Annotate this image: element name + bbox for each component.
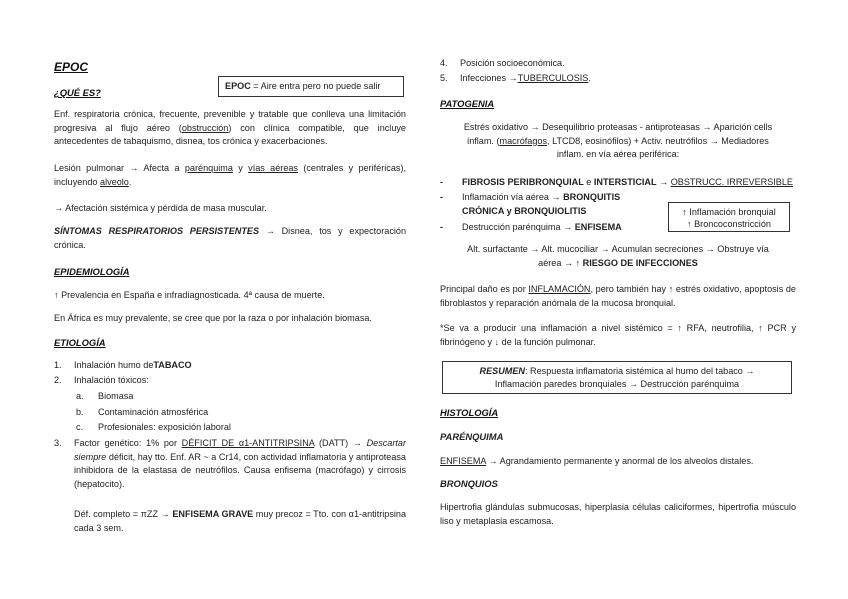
definition-text: = Aire entra pero no puede salir [250,81,381,91]
lesion-paragraph: Lesión pulmonar → Afecta a parénquima y vías aéreas (centrales y periféricas), incluyendo alveolo. [54,163,406,187]
page-title: EPOC [54,60,89,74]
que-es-heading: ¿QUÉ ES? [54,87,101,98]
definition-box [218,76,404,97]
bronchitis-effects-box: ↑ Inflamación bronquial ↑ Broncoconstricción [668,202,790,232]
etio-sub-a: a. Biomasa [76,391,134,401]
patogenia-bullet-1: - FIBROSIS PERIBRONQUIAL e INTERSTICIAL → OBSTRUCC. IRREVERSIBLE [440,177,793,187]
bronquios-text: Hipertrofia glándulas submucosas, hiperplasia células caliciformes, hipertrofia músculo liso y metaplasia escamosa. [440,502,796,526]
etio-item-4: 4. Posición socioeconómica. [440,58,565,68]
epi-africa: En África es muy prevalente, se cree que por la raza o por inhalación biomasa. [54,313,372,323]
definition-term: EPOC [225,81,251,91]
patogenia-bullet-2: - Inflamación vía aérea → BRONQUITIS CRÓNICA y BRONQUIOLITIS [440,192,621,216]
histologia-heading: HISTOLOGÍA [440,407,499,418]
patogenia-bullet-3: - Destrucción parénquima → ENFISEMA [440,222,622,232]
etiologia-heading: ETIOLOGÍA [54,337,106,348]
epidemiologia-heading: EPIDEMIOLOGÍA [54,266,130,277]
etio-sub-b: b. Contaminación atmosférica [76,407,209,417]
systemic-note: *Se va a producir una inflamación a nivel sistémico = ↑ RFA, neutrofilia, ↑ PCR y fibrinógeno y ↓ de la función pulmonar. [440,323,796,347]
etio-item-5: 5. Infecciones → TUBERCULOSIS . [440,73,591,83]
principal-damage-paragraph: Principal daño es por INFLAMACIÓN, pero también hay ↑ estrés oxidativo, apoptosis de fibroblastos y reparación anómala de la mucosa bronquial. [440,284,796,308]
etio-item-2: 2. Inhalación tóxicos: [54,375,149,385]
parenquima-heading: PARÉNQUIMA [440,431,504,442]
etio-item-3: 3. Factor genético: 1% por DÉFICIT DE α1-ANTITRIPSINA (DATT) → Descartar siempre déficit, hay tto. Enf. AR ~ a Cr14, con actividad inflamatoria y antiproteasa inhibidora de la elastasa de neutrófilos. Causa enfisema (macrófago) y cirrosis (hepatocito). [54,438,406,489]
etio-deficit-complete: Déf. completo = πZZ → ENFISEMA GRAVE muy precoz = Tto. con α1-antitripsina cada 3 sem. [74,509,407,533]
surfactant-chain: Alt. surfactante → Alt. mucociliar → Acumulan secreciones → Obstruye vía aérea → ↑ RIESGO DE INFECCIONES [467,244,769,268]
systemic-paragraph: → Afectación sistémica y pérdida de masa muscular. [54,203,267,213]
resumen-box: RESUMEN: Respuesta inflamatoria sistémica al humo del tabaco → Inflamación paredes bronquiales → Destrucción parénquima [442,361,792,394]
etio-sub-c: c. Profesionales: exposición laboral [76,422,231,432]
enfisema-definition: ENFISEMA → Agrandamiento permanente y anormal de los alveolos distales. [440,456,754,466]
definition-paragraph: Enf. respiratoria crónica, frecuente, prevenible y tratable que conlleva una limitación progresiva al flujo aéreo (obstrucción) con clínica compatible, que incluye antecedentes de tabaquismo, disnea, tos crónica y exacerbaciones. [54,109,406,147]
epi-prevalence: ↑ Prevalencia en España e infradiagnosticada. 4ª causa de muerte. [54,290,325,300]
bronquios-heading: BRONQUIOS [440,478,498,489]
symptoms-paragraph: SÍNTOMAS RESPIRATORIOS PERSISTENTES → Disnea, tos y expectoración crónica. [54,226,406,250]
patogenia-chain: Estrés oxidativo → Desequilibrio proteasas - antiproteasas → Aparición cells inflam. (macrófagos, LTCD8, eosinófilos) + Activ. neutrófilos → Mediadores inflam. en vía aérea periférica: [463,122,773,160]
patogenia-heading: PATOGENIA [440,98,495,109]
etio-item-1: 1. Inhalación humo de TABACO [54,360,192,370]
